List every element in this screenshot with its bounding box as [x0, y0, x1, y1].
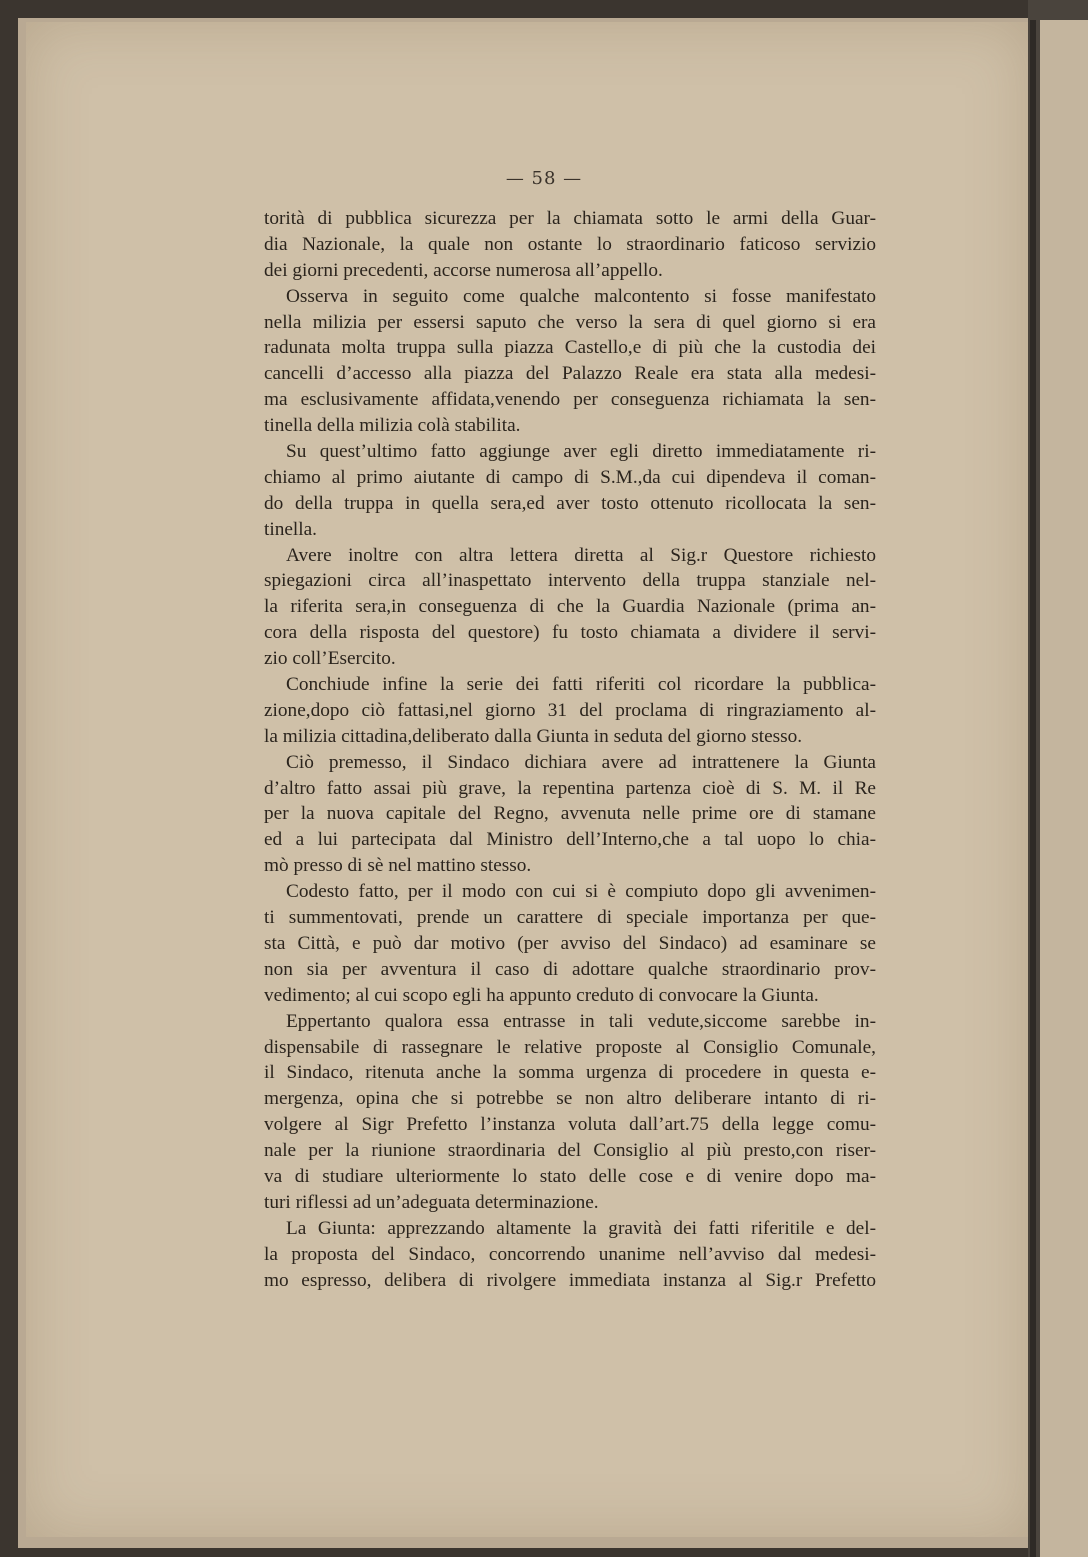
- text-line: ti summentovati, prende un carattere di speciale importanza per que-: [264, 907, 876, 929]
- text-line: la riferita sera,in conseguenza di che la Guardia Nazionale (prima an-: [264, 596, 876, 618]
- text-line: nale per la riunione straordinaria del Consiglio al più presto,con riser-: [264, 1140, 876, 1162]
- text-line: zio coll’Esercito.: [264, 648, 396, 670]
- text-line: la milizia cittadina,deliberato dalla Giunta in seduta del giorno stesso.: [264, 725, 803, 747]
- text-line: torità di pubblica sicurezza per la chiamata sotto le armi della Guar-: [264, 208, 876, 229]
- text-line: nella milizia per essersi saputo che verso la sera di quel giorno si era: [264, 311, 876, 333]
- text-line: cora della risposta del questore) fu tosto chiamata a dividere il servi-: [264, 622, 876, 644]
- text-line: dispensabile di rassegnare le relative proposte al Consiglio Comunale,: [264, 1036, 876, 1058]
- text-line: turi riflessi ad un’adeguata determinazione.: [264, 1191, 599, 1213]
- text-line: La Giunta: apprezzando altamente la gravità dei fatti riferitile e del-: [286, 1217, 876, 1239]
- text-line: radunata molta truppa sulla piazza Castello,e di più che la custodia dei: [264, 337, 876, 359]
- facing-page-edge: [1040, 20, 1088, 1557]
- page-number: — 58 —: [505, 168, 583, 189]
- text-line: zione,dopo ciò fattasi,nel giorno 31 del proclama di ringraziamento al-: [264, 699, 876, 721]
- text-line: vedimento; al cui scopo egli ha appunto creduto di convocare la Giunta.: [264, 984, 819, 1006]
- text-line: va di studiare ulteriormente lo stato delle cose e di venire dopo ma-: [264, 1165, 876, 1187]
- text-line: tinella della milizia colà stabilita.: [264, 415, 521, 437]
- text-line: Eppertanto qualora essa entrasse in tali vedute,siccome sarebbe in-: [286, 1010, 876, 1032]
- spine-shadow: [1030, 20, 1036, 1557]
- text-line: do della truppa in quella sera,ed aver tosto ottenuto ricollocata la sen-: [264, 492, 876, 514]
- text-line: Avere inoltre con altra lettera diretta al Sig.r Questore richiesto: [286, 544, 876, 566]
- text-line: spiegazioni circa all’inaspettato intervento della truppa stanziale nel-: [264, 570, 876, 592]
- text-line: mergenza, opina che si potrebbe se non altro deliberare intanto di ri-: [264, 1088, 876, 1110]
- text-line: mo espresso, delibera di rivolgere immediata instanza al Sig.r Prefetto: [264, 1269, 876, 1291]
- text-line: cancelli d’accesso alla piazza del Palazzo Reale era stata alla medesi-: [264, 363, 876, 385]
- text-line: dei giorni precedenti, accorse numerosa all’appello.: [264, 259, 663, 281]
- text-line: Ciò premesso, il Sindaco dichiara avere ad intrattenere la Giunta: [286, 751, 876, 773]
- text-line: Conchiude infine la serie dei fatti riferiti col ricordare la pubblica-: [286, 674, 876, 696]
- text-line: ed a lui partecipata dal Ministro dell’Interno,che a tal uopo lo chia-: [264, 829, 876, 851]
- body-text: [264, 206, 876, 1293]
- text-line: tinella.: [264, 518, 318, 540]
- text-line: mò presso di sè nel mattino stesso.: [264, 855, 532, 877]
- text-line: la proposta del Sindaco, concorrendo unanime nell’avviso dal medesi-: [264, 1243, 876, 1265]
- text-line: Codesto fatto, per il modo con cui si è compiuto dopo gli avvenimen-: [286, 881, 876, 903]
- text-line: dia Nazionale, la quale non ostante lo straordinario faticoso servizio: [264, 233, 876, 255]
- text-line: per la nuova capitale del Regno, avvenuta nelle prime ore di stamane: [264, 803, 876, 825]
- text-line: Su quest’ultimo fatto aggiunge aver egli diretto immediatamente ri-: [286, 441, 876, 463]
- text-line: sta Città, e può dar motivo (per avviso del Sindaco) ad esaminare se: [264, 932, 876, 954]
- text-line: ma esclusivamente affidata,venendo per conseguenza richiamata la sen-: [264, 389, 876, 411]
- text-line: Osserva in seguito come qualche malcontento si fosse manifestato: [286, 285, 876, 307]
- text-line: non sia per avventura il caso di adottare qualche straordinario prov-: [264, 958, 876, 980]
- text-line: chiamo al primo aiutante di campo di S.M.,da cui dipendeva il coman-: [264, 466, 876, 488]
- text-line: il Sindaco, ritenuta anche la somma urgenza di procedere in questa e-: [264, 1062, 876, 1084]
- text-line: d’altro fatto assai più grave, la repentina partenza cioè di S. M. il Re: [264, 777, 876, 799]
- text-line: volgere al Sigr Prefetto l’instanza voluta dall’art.75 della legge comu-: [264, 1114, 876, 1136]
